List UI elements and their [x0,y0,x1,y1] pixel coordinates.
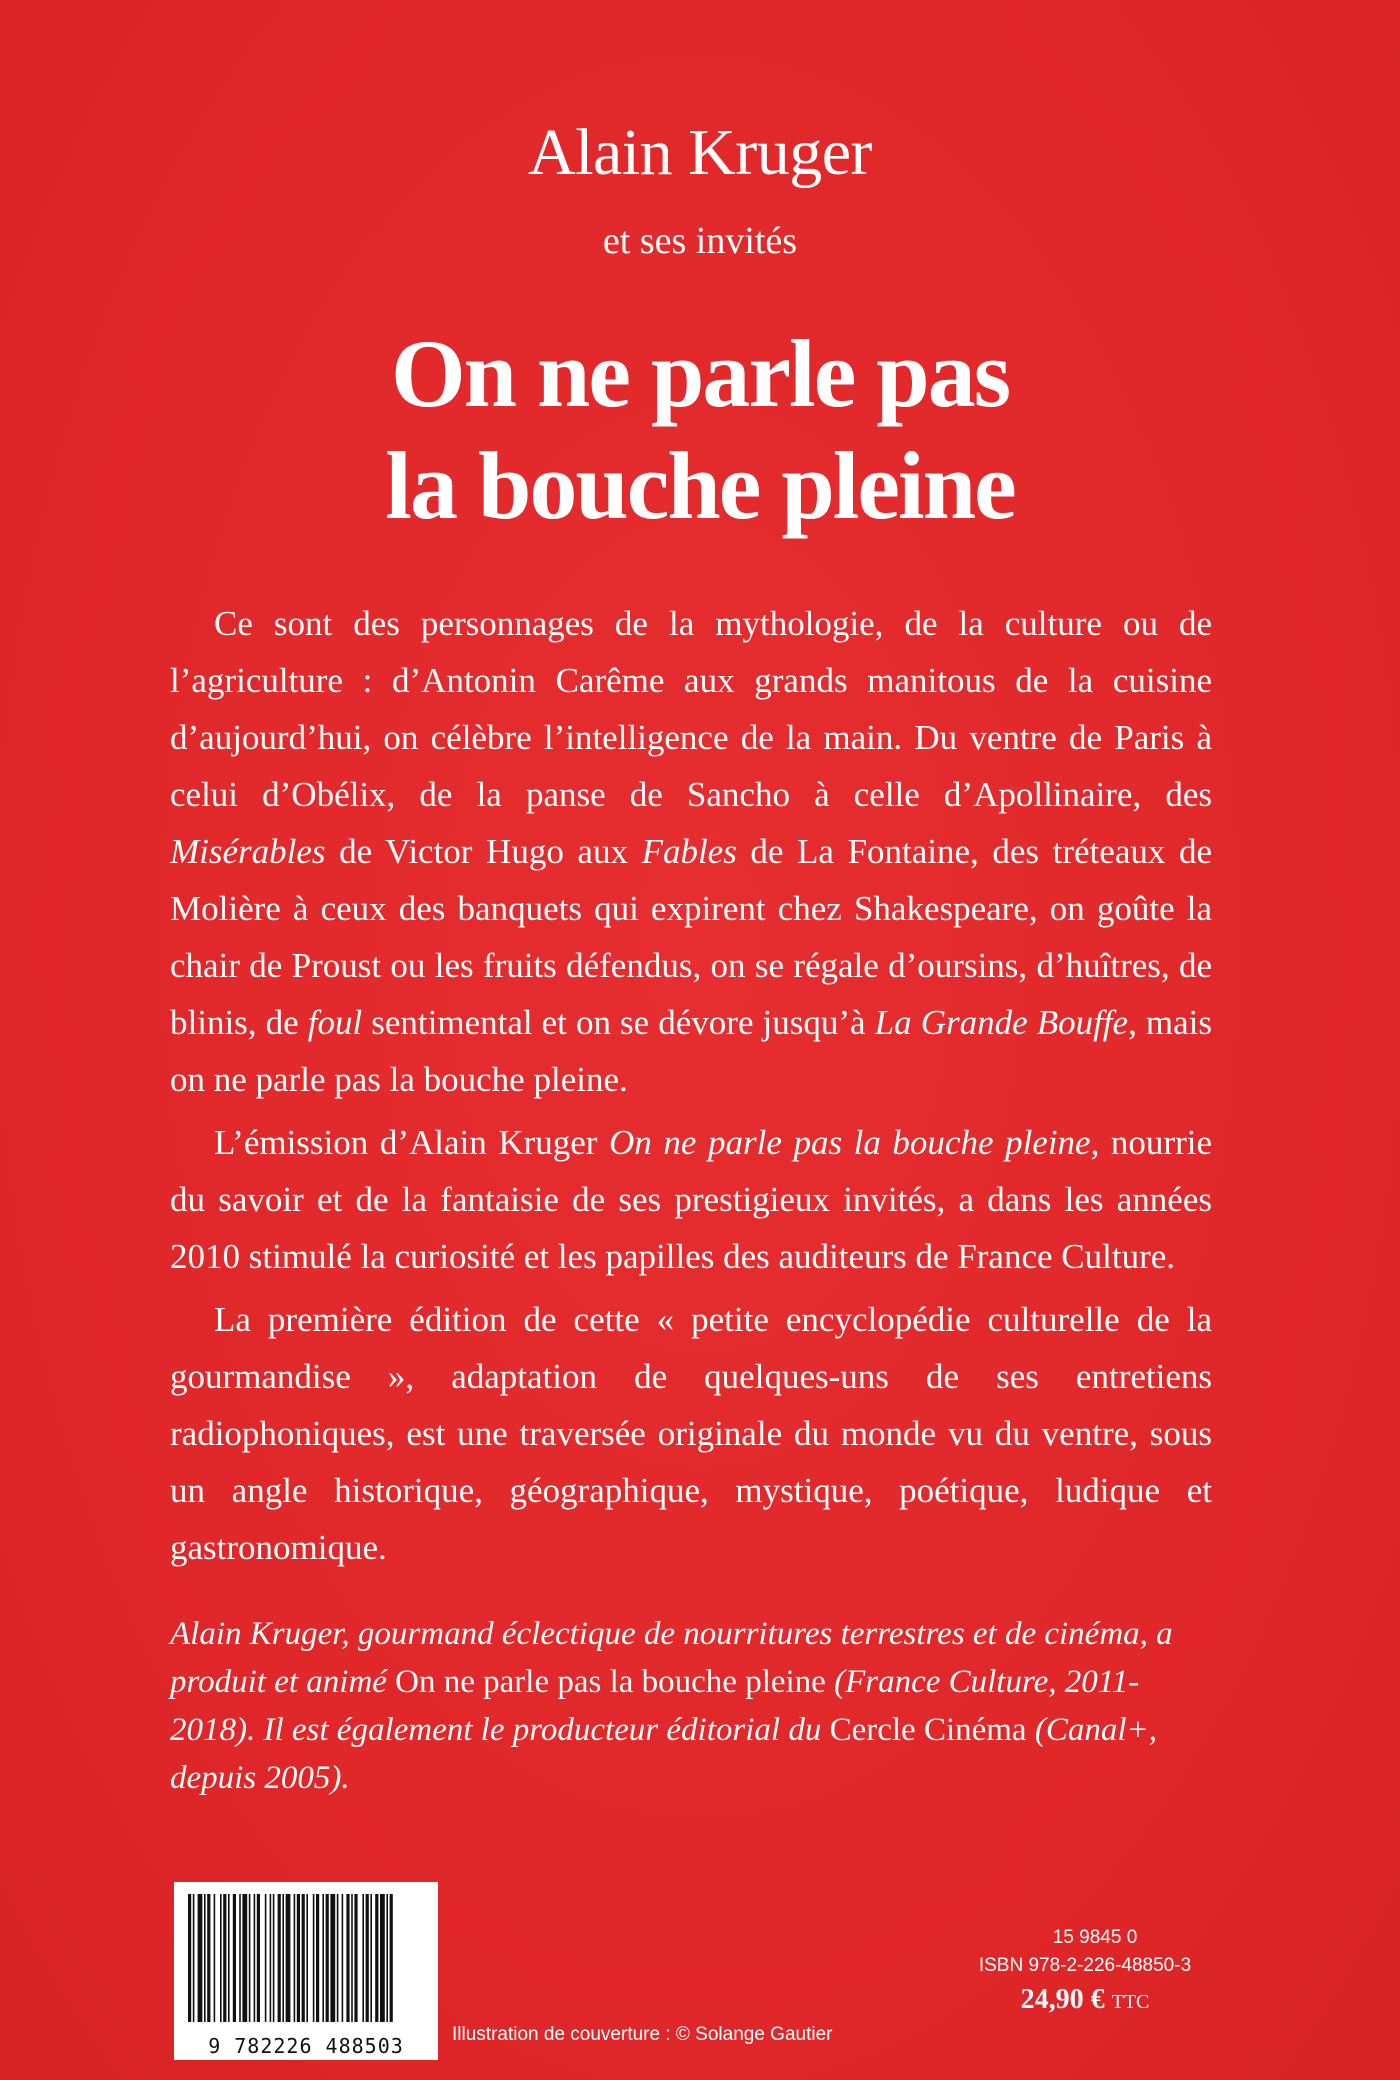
price [965,1980,1205,2022]
cover-credit: Illustration de couverture : © Solange Gautier [452,2024,833,2045]
text-run: Ce sont des personnages de la mythologie, de la culture ou de l’agriculture : d’Antonin Carême aux grands manitous de la cuisine d’aujourd’hui, on célèbre l’intelligence de la main. Du ventre de Paris à celui d’Obélix, de la panse de Sancho à celle d’Apollinaire, des [170,604,1212,814]
barcode-bar [366,1894,369,2022]
barcode-bar [265,1894,267,2022]
author-name: Alain Kruger [527,116,873,189]
text-run: La Grande Bouffe [874,1003,1129,1042]
barcode-bar [351,1894,353,2022]
barcode-bar [198,1894,203,2022]
book-title [0,318,1400,542]
barcode-bar [282,1894,284,2022]
text-run: Fables [641,832,737,871]
text-run: de Victor Hugo aux [325,832,642,871]
barcode-bar [223,1894,226,2022]
barcode-bars [174,1882,438,2032]
text-run: La première édition de cette « petite encyclopédie culturelle de la gourmandise », adaptation de quelques-uns de ses entretiens radiophoniques, est une traversée originale du monde vu du ventre, sous un angle historique, géographique, mystique, poétique, ludique et gastronomique. [170,1300,1212,1567]
barcode-bar [316,1894,319,2022]
title-line-1: On ne parle pas [390,320,1010,427]
text-run: (Canal+, depuis 2005). [170,1712,1158,1796]
barcode-bar [386,1894,388,2022]
barcode-digits: 9 782226 488503 [208,2034,404,2058]
text-run: On ne parle pas la bouche pleine [395,1664,826,1700]
text-run: de La Fontaine, des tréteaux de Molière à ceux des banquets qui expirent chez Shakespeare, on goûte la chair de Proust ou les fruits défendus, on se régale d’oursins, d’huîtres, de blinis, de [170,832,1212,1042]
isbn: ISBN 978-2-226-48850-3 [978,1955,1192,1976]
text-run: sentimental et on se dévore jusqu’à [362,1003,875,1042]
barcode-bar [330,1894,335,2022]
barcode-bar [375,1894,378,2022]
text-run: Misérables [170,832,326,871]
barcode-bar [326,1894,329,2022]
blurb-paragraph-1 [170,595,1212,1108]
barcode-bar [337,1894,339,2022]
text-run: Cercle Cinéma [829,1712,1027,1748]
barcode-bar [220,1894,222,2022]
barcode-bar [370,1894,372,2022]
barcode-bar [354,1894,357,2022]
barcode-bar [346,1894,349,2022]
price-suffix: TTC [1111,1991,1150,2013]
blurb [170,595,1212,1582]
author-bio [170,1610,1212,1802]
barcode-bar [239,1894,241,2022]
barcode-bar [242,1894,247,2022]
barcode-bar [390,1894,393,2022]
price-value: 24,90 € [1020,1984,1105,2015]
barcode-bar [207,1894,210,2022]
text-run: , nourrie du savoir et de la fantaisie de ses prestigieux invités, a dans les années 2010 stimulé la curiosité et les papilles des auditeurs de France Culture. [170,1123,1212,1276]
barcode-bar [286,1894,291,2022]
text-run: , mais on ne parle pas la bouche pleine. [170,1003,1212,1099]
text-run: (France Culture, 2011-2018). Il est également le producteur éditorial du [170,1664,1140,1748]
title-line-2: la bouche pleine [385,432,1015,539]
author-subtitle: et ses invités [602,220,798,262]
publisher-code: 15 9845 0 [1052,1927,1138,1948]
barcode-bar [249,1894,251,2022]
blurb-paragraph-3 [170,1291,1212,1576]
text-run: On ne parle pas la bouche pleine [609,1123,1091,1162]
barcode-bar [228,1894,230,2022]
barcode-bar [297,1894,300,2022]
text-run: L’émission d’Alain Kruger [214,1123,610,1162]
text-run: Alain Kruger, gourmand éclectique de nourritures terrestres et de cinéma, a produit et animé [170,1616,1173,1700]
barcode-bar [254,1894,256,2022]
barcode-bar [313,1894,315,2022]
barcode-bar [273,1894,275,2022]
barcode-bar [270,1894,272,2022]
barcode-bar [306,1894,308,2022]
blurb-paragraph-2 [170,1114,1212,1285]
barcode-bar [362,1894,364,2022]
barcode-bar [204,1894,206,2022]
barcode-bar [214,1894,216,2022]
barcode-bar [257,1894,260,2022]
barcode [174,1882,438,2060]
publication-info [965,1924,1205,2022]
barcode-bar [342,1894,344,2022]
barcode-bar [278,1894,281,2022]
barcode-bar [294,1894,296,2022]
barcode-bar [322,1894,324,2022]
barcode-bar [193,1894,195,2022]
text-run: foul [307,1003,363,1042]
barcode-bar [380,1894,385,2022]
barcode-bar [302,1894,305,2022]
barcode-bar [188,1894,191,2022]
barcode-bar [233,1894,236,2022]
